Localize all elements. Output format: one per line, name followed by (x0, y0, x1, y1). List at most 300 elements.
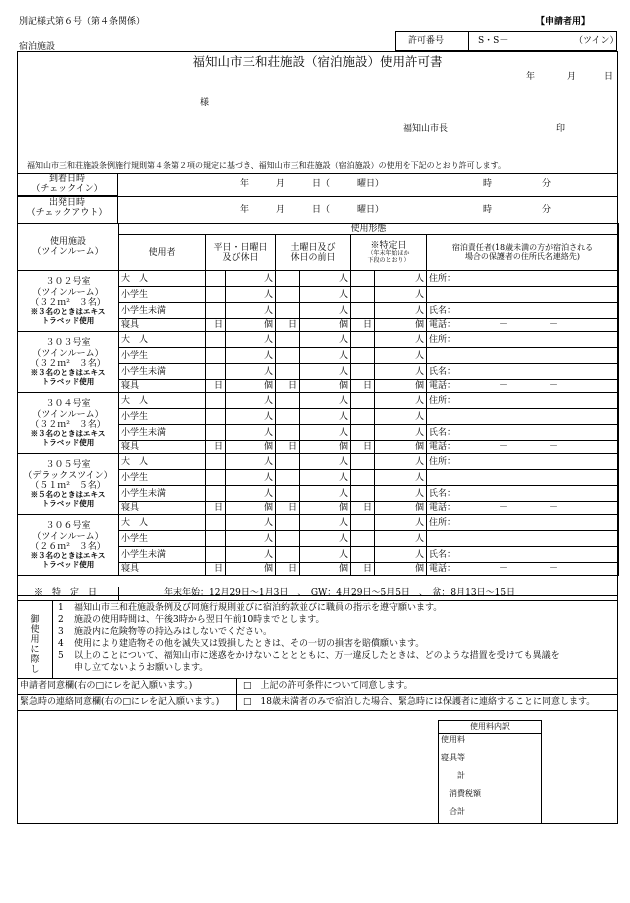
responsible-header-1: 宿泊責任者(18歳未満の方が宿泊される (451, 243, 594, 253)
fee-item: 消費税額 (449, 789, 481, 798)
responsible-cell[interactable]: 氏名： (427, 303, 619, 319)
count-cell[interactable]: 人 (300, 393, 351, 409)
category-label: 宿泊施設 (19, 42, 56, 52)
count-cell[interactable]: 人 (226, 454, 276, 470)
phone-dash: － (499, 503, 509, 514)
seal-mark: 印 (556, 124, 566, 134)
day-count-cell[interactable] (206, 531, 226, 547)
responsible-header (427, 235, 619, 271)
divider (118, 587, 119, 600)
responsible-cell[interactable] (427, 380, 619, 393)
day-count-cell[interactable] (351, 425, 375, 441)
day-count-cell[interactable] (206, 454, 226, 470)
condition-item (58, 627, 560, 639)
day-count-cell[interactable] (351, 486, 375, 502)
condition-text: 福知山市三和荘施設条例及び同施行規則並びに宿泊約款並びに職員の指示を遵守願います。 (74, 603, 443, 613)
day-count-cell[interactable] (276, 425, 300, 441)
responsible-cell[interactable] (427, 441, 619, 454)
day-count-cell[interactable] (351, 531, 375, 547)
responsible-cell[interactable] (427, 563, 619, 576)
condition-number: 4 (58, 639, 64, 649)
count-cell[interactable]: 人 (300, 364, 351, 380)
day-count-cell[interactable]: 日 (276, 380, 300, 393)
responsible-cell[interactable] (427, 409, 619, 425)
checkin-hour[interactable]: 時 (483, 179, 493, 189)
phone-label: 電話： (429, 320, 457, 331)
day-count-cell[interactable]: 日 (206, 380, 226, 393)
day-count-cell[interactable] (276, 486, 300, 502)
phone-dash: － (549, 564, 559, 575)
count-cell[interactable]: 個 (375, 319, 427, 332)
facility-header-1: 使用施設 (49, 236, 86, 247)
count-cell[interactable]: 個 (375, 563, 427, 576)
emergency-checkbox[interactable]: □ 18歳未満者のみで宿泊した場合、緊急時には保護者に連絡することに同意します。 (243, 697, 596, 707)
day-count-cell[interactable] (276, 547, 300, 563)
responsible-header-2: 場合の保護者の住所氏名連絡先) (464, 251, 581, 261)
count-cell[interactable]: 人 (375, 271, 427, 287)
day-count-cell[interactable] (206, 303, 226, 319)
facility-header (18, 224, 119, 271)
room-size: （２６ｍ² ３名） (30, 541, 106, 552)
usage-form-header: 使用形態 (119, 224, 619, 235)
condition-text: 使用により建造物その他を滅失又は毀損したときは、その一切の損害を賠償願います。 (74, 639, 425, 649)
count-cell[interactable]: 人 (226, 303, 276, 319)
room-note-1: ※５名のときはエキス (30, 490, 106, 500)
count-cell[interactable]: 人 (226, 425, 276, 441)
responsible-cell[interactable]: 住所： (427, 332, 619, 348)
condition-number: 1 (58, 603, 64, 613)
responsible-cell[interactable] (427, 470, 619, 486)
special-header-2: （年末年始ほか (367, 250, 410, 258)
condition-text-cont: 申し立てないようお願いします。 (74, 663, 209, 673)
room-row (18, 454, 619, 470)
day-count-cell[interactable] (351, 287, 375, 303)
count-cell[interactable]: 個 (300, 502, 351, 515)
day-count-cell[interactable] (206, 393, 226, 409)
count-cell[interactable]: 人 (375, 454, 427, 470)
checkin-label2: （チェックイン） (31, 184, 103, 195)
count-cell[interactable]: 人 (375, 486, 427, 502)
day-count-cell[interactable] (276, 393, 300, 409)
room-name: ３０４号室 (45, 399, 91, 410)
condition-item (58, 603, 560, 615)
count-cell[interactable]: 人 (300, 409, 351, 425)
form-number: 別記様式第６号（第４条関係） (19, 17, 146, 27)
facility-header-2: （ツインルーム） (32, 247, 104, 258)
checkout-date[interactable]: 年 月 日（ 曜日） (240, 205, 385, 215)
responsible-cell[interactable] (427, 502, 619, 515)
room-size: （３２ｍ² ３名） (30, 419, 106, 430)
day-count-cell[interactable] (276, 364, 300, 380)
day-count-cell[interactable] (351, 332, 375, 348)
responsible-cell[interactable]: 氏名： (427, 547, 619, 563)
count-cell[interactable]: 個 (300, 563, 351, 576)
room-name: ３０５号室 (45, 460, 91, 471)
count-cell[interactable]: 人 (300, 425, 351, 441)
day-count-cell[interactable] (351, 364, 375, 380)
count-cell[interactable]: 人 (375, 409, 427, 425)
count-cell[interactable]: 人 (375, 364, 427, 380)
count-cell[interactable]: 人 (300, 271, 351, 287)
count-cell[interactable]: 人 (375, 515, 427, 531)
count-cell[interactable]: 人 (226, 271, 276, 287)
day-count-cell[interactable]: 日 (276, 502, 300, 515)
room-name: ３０３号室 (45, 338, 91, 349)
room-cell (18, 393, 119, 454)
count-cell[interactable]: 人 (226, 486, 276, 502)
room-type: （デラックスツイン） (23, 470, 113, 481)
count-cell[interactable]: 個 (375, 380, 427, 393)
agree-checkbox[interactable]: □ 上記の許可条件について同意します。 (243, 681, 413, 691)
count-cell[interactable]: 人 (300, 287, 351, 303)
responsible-cell[interactable] (427, 287, 619, 303)
issuer-name: 福知山市長 (403, 124, 449, 134)
count-cell[interactable]: 個 (375, 441, 427, 454)
conditions-side-char: し (30, 665, 40, 675)
user-type-child: 小学生未満 (119, 547, 206, 563)
day-count-cell[interactable] (351, 393, 375, 409)
user-type-adult: 大 人 (119, 332, 206, 348)
day-count-cell[interactable] (206, 332, 226, 348)
day-count-cell[interactable]: 日 (206, 319, 226, 332)
room-type: （ツインルーム） (32, 287, 104, 298)
checkout-label-cell (17, 196, 118, 223)
room-type: （ツインルーム） (32, 531, 104, 542)
user-type-bedding: 寝具 (119, 502, 206, 515)
divider (236, 679, 237, 694)
day-count-cell[interactable]: 日 (276, 319, 300, 332)
conditions-list (58, 603, 560, 675)
room-name: ３０２号室 (45, 277, 91, 288)
office-section (17, 711, 618, 824)
condition-item (58, 651, 560, 663)
checkout-label1: 出発日時 (48, 198, 85, 208)
user-type-bedding: 寝具 (119, 563, 206, 576)
applicant-use-label: 【申請者用】 (536, 17, 591, 27)
count-cell[interactable]: 人 (300, 454, 351, 470)
date-month: 月 (567, 72, 577, 82)
count-cell[interactable]: 人 (375, 393, 427, 409)
count-cell[interactable]: 人 (226, 364, 276, 380)
count-cell[interactable]: 人 (226, 531, 276, 547)
room-size: （３２ｍ² ３名） (30, 297, 106, 308)
day-count-cell[interactable] (276, 348, 300, 364)
conditions-side-char: 御 (30, 615, 40, 625)
count-cell[interactable]: 人 (375, 348, 427, 364)
conditions-side-label (22, 615, 48, 675)
day-count-cell[interactable] (206, 348, 226, 364)
condition-number: 3 (58, 627, 64, 637)
day-count-cell[interactable] (276, 303, 300, 319)
phone-label: 電話： (429, 503, 457, 514)
special-header-3: 下段のとおり） (367, 257, 410, 265)
user-type-child: 小学生未満 (119, 486, 206, 502)
count-cell[interactable]: 人 (300, 348, 351, 364)
responsible-cell[interactable]: 氏名： (427, 364, 619, 380)
day-count-cell[interactable] (351, 409, 375, 425)
count-cell[interactable]: 人 (375, 531, 427, 547)
count-cell[interactable]: 人 (300, 332, 351, 348)
room-row (18, 393, 619, 409)
day-count-cell[interactable]: 日 (351, 502, 375, 515)
count-cell[interactable]: 人 (375, 547, 427, 563)
fee-item: 合計 (449, 807, 465, 816)
day-count-cell[interactable]: 日 (351, 380, 375, 393)
saturday-header-1: 土曜日及び (290, 242, 336, 253)
room-note-1: ※３名のときはエキス (30, 429, 106, 439)
count-cell[interactable]: 人 (226, 515, 276, 531)
conditions-side-char: に (30, 645, 40, 655)
responsible-cell[interactable] (427, 531, 619, 547)
user-type-adult: 大 人 (119, 393, 206, 409)
conditions-side-char: 際 (30, 655, 40, 665)
day-count-cell[interactable] (206, 287, 226, 303)
phone-dash: － (499, 320, 509, 331)
day-count-cell[interactable]: 日 (351, 441, 375, 454)
count-cell[interactable]: 人 (226, 332, 276, 348)
day-count-cell[interactable] (206, 547, 226, 563)
count-cell[interactable]: 人 (375, 470, 427, 486)
day-count-cell[interactable] (351, 303, 375, 319)
room-row (18, 332, 619, 348)
day-count-cell[interactable]: 日 (206, 502, 226, 515)
checkin-label1: 到着日時 (48, 174, 85, 184)
count-cell[interactable]: 個 (300, 441, 351, 454)
checkout-label2: （チェックアウト） (26, 208, 108, 219)
conditions-side-char: 用 (30, 635, 40, 645)
saturday-header-2: 休日の前日 (290, 252, 336, 263)
room-note-1: ※３名のときはエキス (30, 307, 106, 317)
agree-label: 申請者同意欄(右の□にレを記入願います。) (20, 681, 193, 691)
day-count-cell[interactable]: 日 (276, 563, 300, 576)
saturday-header (276, 235, 351, 271)
phone-label: 電話： (429, 442, 457, 453)
responsible-cell[interactable]: 氏名： (427, 425, 619, 441)
weekday-header (206, 235, 276, 271)
intro-text: 福知山市三和荘施設条例施行規則第４条第２項の規定に基づき、福知山市三和荘施設（宿泊施設）の使用を下記のとおり許可します。 (27, 161, 507, 170)
count-cell[interactable]: 個 (226, 441, 276, 454)
count-cell[interactable]: 人 (226, 470, 276, 486)
room-cell (18, 271, 119, 332)
phone-label: 電話： (429, 564, 457, 575)
condition-item (58, 639, 560, 651)
day-count-cell[interactable] (276, 470, 300, 486)
room-note-1: ※３名のときはエキス (30, 368, 106, 378)
divider (236, 695, 237, 710)
count-cell[interactable]: 個 (300, 380, 351, 393)
conditions-side-char: 使 (30, 625, 40, 635)
day-count-cell[interactable] (206, 515, 226, 531)
special-header-1: ※特定日 (370, 241, 407, 252)
emergency-row (17, 695, 618, 711)
user-type-elem: 小学生 (119, 348, 206, 364)
day-count-cell[interactable] (351, 470, 375, 486)
fee-item: 寝具等 (441, 753, 465, 762)
count-cell[interactable]: 人 (226, 409, 276, 425)
day-count-cell[interactable] (351, 547, 375, 563)
user-type-elem: 小学生 (119, 531, 206, 547)
fee-item: 計 (457, 771, 465, 780)
room-cell (18, 515, 119, 576)
count-cell[interactable]: 人 (226, 393, 276, 409)
responsible-cell[interactable]: 住所： (427, 393, 619, 409)
phone-dash: － (549, 503, 559, 514)
special-header (351, 235, 427, 271)
user-type-elem: 小学生 (119, 470, 206, 486)
emergency-label: 緊急時の連絡同意欄(右の□にレを記入願います。) (20, 697, 220, 707)
phone-dash: － (499, 564, 509, 575)
count-cell[interactable]: 人 (300, 515, 351, 531)
permit-divider (468, 32, 469, 50)
day-count-cell[interactable] (276, 332, 300, 348)
fee-box (438, 720, 542, 824)
day-count-cell[interactable] (276, 454, 300, 470)
room-row (18, 271, 619, 287)
room-note-2: トラベッド使用 (41, 315, 95, 325)
date-day: 日 (604, 72, 614, 82)
user-type-bedding: 寝具 (119, 441, 206, 454)
room-row (18, 515, 619, 531)
day-count-cell[interactable]: 日 (206, 441, 226, 454)
checkin-label-cell (17, 173, 118, 196)
special-days-row (17, 587, 618, 601)
day-count-cell[interactable] (276, 515, 300, 531)
room-cell (18, 332, 119, 393)
conditions-box (17, 601, 618, 679)
count-cell[interactable]: 個 (226, 380, 276, 393)
condition-text: 施設の使用時間は、午後3時から翌日午前10時までとします。 (74, 615, 325, 625)
phone-dash: － (549, 442, 559, 453)
count-cell[interactable]: 人 (375, 332, 427, 348)
day-count-cell[interactable] (276, 531, 300, 547)
day-count-cell[interactable]: 日 (351, 563, 375, 576)
day-count-cell[interactable] (351, 348, 375, 364)
weekday-header-2: 及び休日 (222, 252, 259, 263)
fee-title: 使用料内訳 (439, 721, 541, 734)
count-cell[interactable]: 個 (300, 319, 351, 332)
page-title: 福知山市三和荘施設（宿泊施設）使用許可書 (192, 54, 443, 69)
count-cell[interactable]: 人 (375, 287, 427, 303)
day-count-cell[interactable] (351, 454, 375, 470)
responsible-cell[interactable]: 住所： (427, 454, 619, 470)
user-type-adult: 大 人 (119, 515, 206, 531)
count-cell[interactable]: 人 (300, 470, 351, 486)
user-type-bedding: 寝具 (119, 380, 206, 393)
special-days-text: 年末年始：12月29日～1月3日 、 GW：4月29日～5月5日 、 盆：8月13日～15日 (164, 588, 516, 598)
room-type: （ツインルーム） (32, 348, 104, 359)
checkin-minute[interactable]: 分 (542, 179, 552, 189)
phone-dash: － (549, 381, 559, 392)
day-count-cell[interactable] (351, 271, 375, 287)
responsible-cell[interactable] (427, 319, 619, 332)
condition-number: 2 (58, 615, 64, 625)
room-size: （５１ｍ² ５名） (30, 480, 106, 491)
room-note-1: ※３名のときはエキス (30, 551, 106, 561)
weekday-header-1: 平日・日曜日 (213, 242, 268, 253)
count-cell[interactable]: 人 (375, 303, 427, 319)
count-cell[interactable]: 人 (226, 348, 276, 364)
user-type-child: 小学生未満 (119, 425, 206, 441)
permit-type: （ツイン） (574, 36, 619, 46)
day-count-cell[interactable] (206, 425, 226, 441)
day-count-cell[interactable] (206, 409, 226, 425)
room-note-2: トラベッド使用 (41, 376, 95, 386)
count-cell[interactable]: 個 (375, 502, 427, 515)
day-count-cell[interactable] (206, 364, 226, 380)
count-cell[interactable]: 個 (226, 563, 276, 576)
responsible-cell[interactable]: 氏名： (427, 486, 619, 502)
responsible-cell[interactable]: 住所： (427, 515, 619, 531)
day-count-cell[interactable]: 日 (206, 563, 226, 576)
room-cell (18, 454, 119, 515)
room-name: ３０６号室 (45, 521, 91, 532)
room-note-2: トラベッド使用 (41, 437, 95, 447)
user-type-adult: 大 人 (119, 454, 206, 470)
date-year: 年 (526, 72, 536, 82)
condition-item (58, 615, 560, 627)
day-count-cell[interactable]: 日 (351, 319, 375, 332)
phone-label: 電話： (429, 381, 457, 392)
usage-table (17, 223, 619, 576)
fee-items (439, 734, 541, 824)
count-cell[interactable]: 人 (300, 303, 351, 319)
user-type-adult: 大 人 (119, 271, 206, 287)
day-count-cell[interactable] (206, 271, 226, 287)
count-cell[interactable]: 個 (226, 502, 276, 515)
checkout-minute[interactable]: 分 (542, 205, 552, 215)
condition-text: 以上のことについて、福知山市に迷惑をかけないこととともに、万一違反したときは、どのような措置を受けても異議を (74, 651, 560, 661)
count-cell[interactable]: 人 (300, 531, 351, 547)
fee-item: 使用料 (441, 735, 465, 744)
day-count-cell[interactable] (206, 486, 226, 502)
user-type-elem: 小学生 (119, 287, 206, 303)
room-note-2: トラベッド使用 (41, 498, 95, 508)
user-type-child: 小学生未満 (119, 303, 206, 319)
room-type: （ツインルーム） (32, 409, 104, 420)
day-count-cell[interactable] (276, 287, 300, 303)
phone-dash: － (499, 442, 509, 453)
agree-row (17, 679, 618, 695)
count-cell[interactable]: 人 (300, 486, 351, 502)
room-size: （３２ｍ² ３名） (30, 358, 106, 369)
condition-number: 5 (58, 651, 64, 661)
day-count-cell[interactable] (206, 470, 226, 486)
count-cell[interactable]: 人 (300, 547, 351, 563)
checkout-hour[interactable]: 時 (483, 205, 493, 215)
condition-text: 施設内に危険物等の持込みはしないでください。 (74, 627, 273, 637)
count-cell[interactable]: 人 (375, 425, 427, 441)
phone-dash: － (499, 381, 509, 392)
day-count-cell[interactable] (276, 271, 300, 287)
count-cell[interactable]: 個 (226, 319, 276, 332)
day-count-cell[interactable] (351, 515, 375, 531)
user-type-bedding: 寝具 (119, 319, 206, 332)
count-cell[interactable]: 人 (226, 287, 276, 303)
day-count-cell[interactable]: 日 (276, 441, 300, 454)
user-type-elem: 小学生 (119, 409, 206, 425)
day-count-cell[interactable] (276, 409, 300, 425)
divider (52, 601, 53, 678)
permit-number-box (395, 31, 617, 51)
permit-label: 許可番号 (408, 36, 445, 46)
user-header: 使用者 (119, 235, 206, 271)
permit-value[interactable]: S・S－ (478, 36, 509, 46)
responsible-cell[interactable]: 住所： (427, 271, 619, 287)
checkin-date[interactable]: 年 月 日（ 曜日） (240, 179, 385, 189)
phone-dash: － (549, 320, 559, 331)
count-cell[interactable]: 人 (226, 547, 276, 563)
responsible-cell[interactable] (427, 348, 619, 364)
